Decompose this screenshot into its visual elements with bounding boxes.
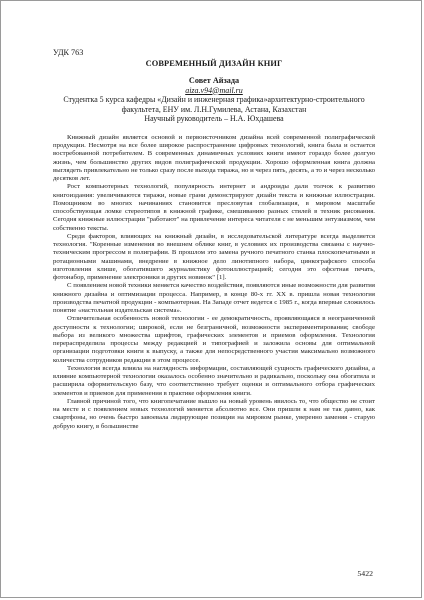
body-paragraph: Книжный дизайн является основой и первоисточником дизайна всей современной полиграфической продукции. Несмотря на все более широкое распространение цифровых технологий, книга была и остается востребованной потребителем. В современных динамичных условиях книги имеют гораздо более долгую жизнь, чем большинство других видов полиграфической продукции. Хорошо оформленная книга должна выглядеть привлекательно не только сразу после выхода тиража, но и через пять, десять, а то и через несколько десятков лет. bbox=[53, 133, 375, 183]
body-paragraph: Отличительная особенность новой технологии - ее демократичность, проявляющаяся в неограниченной доступности к технологии; широкой, если не безграничной, возможности экспериментирования; свободе выбора из великого множества шрифтов, графических элементов и приемов оформления. Технология перераспределила процессы между редакцией и типографией и заложила основы для оптимальной организации подготовки книги к выпуску, а также для непосредственного участия максимально возможного количества сотрудников редакции в этом процессе. bbox=[53, 315, 375, 364]
body-paragraph: Технология всегда влияла на наглядность информации, составляющей сущность графического дизайна, а влияние компьютерной технологии оказалось особенно значительно и радикально, поскольку она обогатила и расширила оформительскую базу, что соответственно требует оценки и оптимального отбора графических элементов и приемов для применения в практике оформления книги. bbox=[53, 364, 375, 397]
article-title: СОВРЕМЕННЫЙ ДИЗАЙН КНИГ bbox=[145, 59, 283, 68]
body-paragraph: Рост компьютерных технологий, популярность интернет и андроиды дали толчок к развитию книгоиздания: увеличиваются тиражи, новые грани демонстрируют дизайн текста и книжные иллюстрации. Помощником во многих начинаниях становится пресловутая глобализация, в мировом масштабе способствующая ломке стереотипов в книжной графике, смешиванию разных стилей в техник рисования. Сегодня книжные иллюстрации "работают" на привлечение интереса читателя с не меньшим энтузиазмом, чем собственно тексты. bbox=[53, 183, 375, 232]
body-paragraph: Главной причиной того, что книгопечатание вышло на новый уровень явилось то, что общество не стоит на месте и с появлением новых технологий меняется абсолютно все. Они пришли к нам не так давно, как смартфоны, но очень быстро завоевала лидирующие позиции на мировом рынке, уверенно заменяя - старую добрую книгу, в большинстве bbox=[53, 397, 375, 430]
affiliation-text: Студентка 5 курса кафедры «Дизайн и инженерная графика»архитектурно-строительного факультета, ЕНУ им. Л.Н.Гумилева, Астана, Казахстан bbox=[63, 95, 365, 114]
page-number: 5422 bbox=[357, 569, 373, 578]
udk-code: УДК 763 bbox=[53, 48, 84, 57]
author-email-link[interactable]: aiza.v94@mail.ru bbox=[185, 85, 243, 95]
author-affiliation bbox=[53, 95, 375, 124]
author-name: Совет Айзада bbox=[188, 76, 240, 85]
body-paragraph: Среди факторов, влияющих на книжный дизайн, в исследовательской литературе всегда выделяется технология. "Коренные изменения во внешнем облике книг, в условиях их производства связаны с научно-техническим прогрессом в полиграфии. В прошлом это замена ручного печатного станка плоскопечатными и ротационными машинами, внедрение в книжное дело линотипного набора, цинкографского способа изготовления клише, обогатившего журналистику фотоиллюстрацией; сегодня это офсетная печать, фотонабор, применение электроники и других новинок" [1]. bbox=[53, 232, 375, 282]
supervisor-text: Научный руководитель – Н.А. Юхдашева bbox=[144, 114, 284, 124]
body-paragraph: С появлением новой техники меняется качество воздействия, появляются иные возможности для развития книжного дизайна и оптимизации процесса. Например, в конце 80-х гг. XX в. пришла новая технология производства печатной продукции - компьютерная. На Западе отчет ведется с 1985 г., когда впервые сложилось понятие «настольная издательская система». bbox=[53, 282, 375, 315]
article-content bbox=[53, 48, 375, 431]
